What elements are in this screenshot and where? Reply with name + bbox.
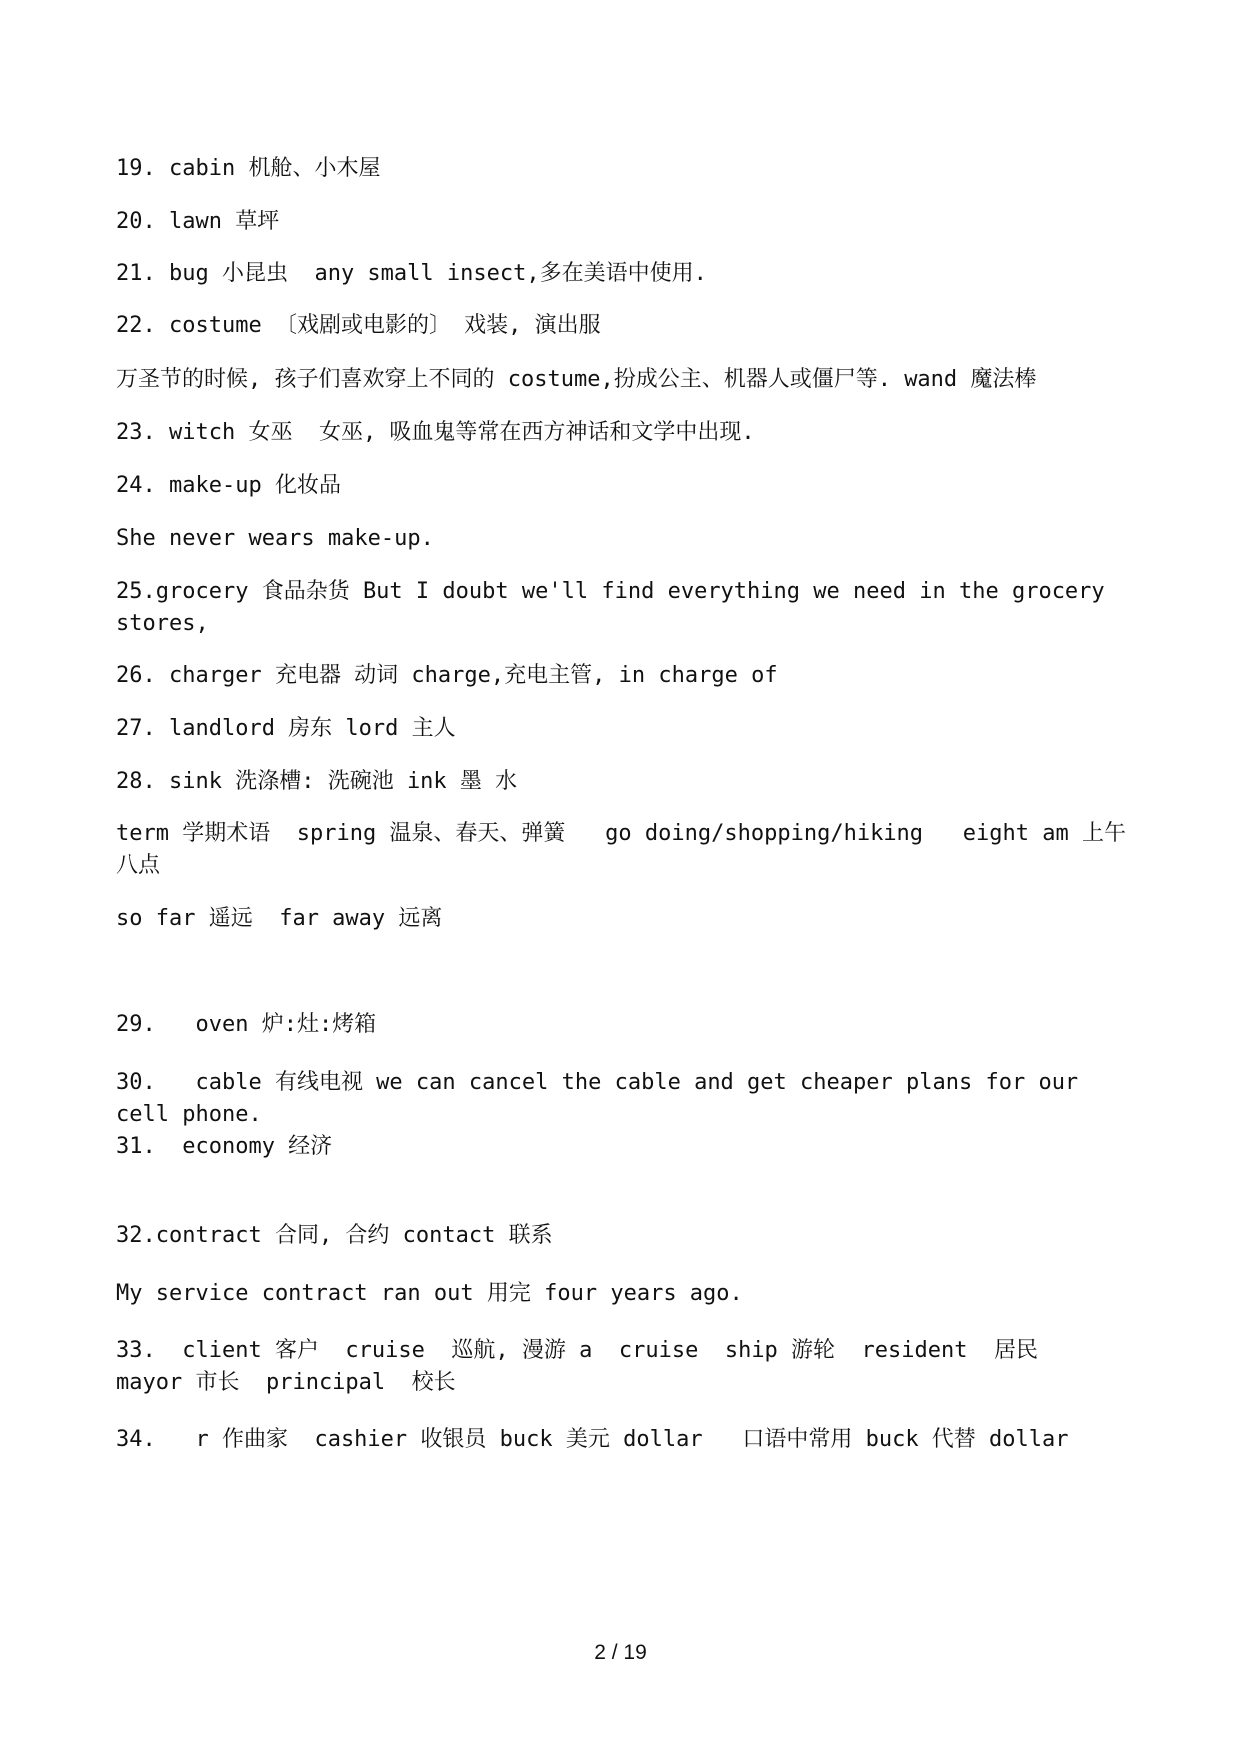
page-number: 2 / 19 xyxy=(594,1641,647,1664)
example-line-contract: My service contract ran out 用完 four years ago. xyxy=(116,1281,743,1306)
vocab-line-22: 22. costume 〔戏剧或电影的〕 戏装, 演出服 xyxy=(116,313,601,338)
vocab-line-26: 26. charger 充电器 动词 charge,充电主管, in charge of xyxy=(116,663,778,688)
vocab-line-19: 19. cabin 机舱、小木屋 xyxy=(116,156,381,181)
vocab-line-25: 25.grocery 食品杂货 But I doubt we'll find everything we need in the grocery stores, xyxy=(116,579,1118,636)
vocab-line-29: 29. oven 炉:灶:烤箱 xyxy=(116,1012,377,1037)
vocab-line-21: 21. bug 小昆虫 any small insect,多在美语中使用. xyxy=(116,261,707,286)
vocab-line-24: 24. make-up 化妆品 xyxy=(116,473,341,498)
vocab-line-so-far: so far 遥远 far away 远离 xyxy=(116,906,443,931)
vocab-line-34: 34. r 作曲家 cashier 收银员 buck 美元 dollar 口语中常用 buck 代替 dollar xyxy=(116,1427,1069,1452)
example-line-makeup: She never wears make-up. xyxy=(116,526,434,551)
vocab-line-23: 23. witch 女巫 女巫, 吸血鬼等常在西方神话和文学中出现. xyxy=(116,420,755,445)
vocab-line-30: 30. cable 有线电视 we can cancel the cable and get cheaper plans for our cell phone. xyxy=(116,1070,1092,1127)
vocab-line-33: 33. client 客户 cruise 巡航, 漫游 a cruise ship 游轮 resident 居民 mayor 市长 principal 校长 xyxy=(116,1338,1078,1395)
vocab-line-31: 31. economy 经济 xyxy=(116,1134,333,1159)
vocab-line-32: 32.contract 合同, 合约 contact 联系 xyxy=(116,1223,553,1248)
example-line-halloween: 万圣节的时候, 孩子们喜欢穿上不同的 costume,扮成公主、机器人或僵尸等. wand 魔法棒 xyxy=(116,367,1037,392)
vocab-line-20: 20. lawn 草坪 xyxy=(116,209,280,234)
vocab-line-27: 27. landlord 房东 lord 主人 xyxy=(116,716,456,741)
vocab-line-28: 28. sink 洗涤槽: 洗碗池 ink 墨 水 xyxy=(116,769,518,794)
vocab-line-term: term 学期术语 spring 温泉、春天、弹簧 go doing/shopping/hiking eight am 上午八点 xyxy=(116,821,1126,878)
